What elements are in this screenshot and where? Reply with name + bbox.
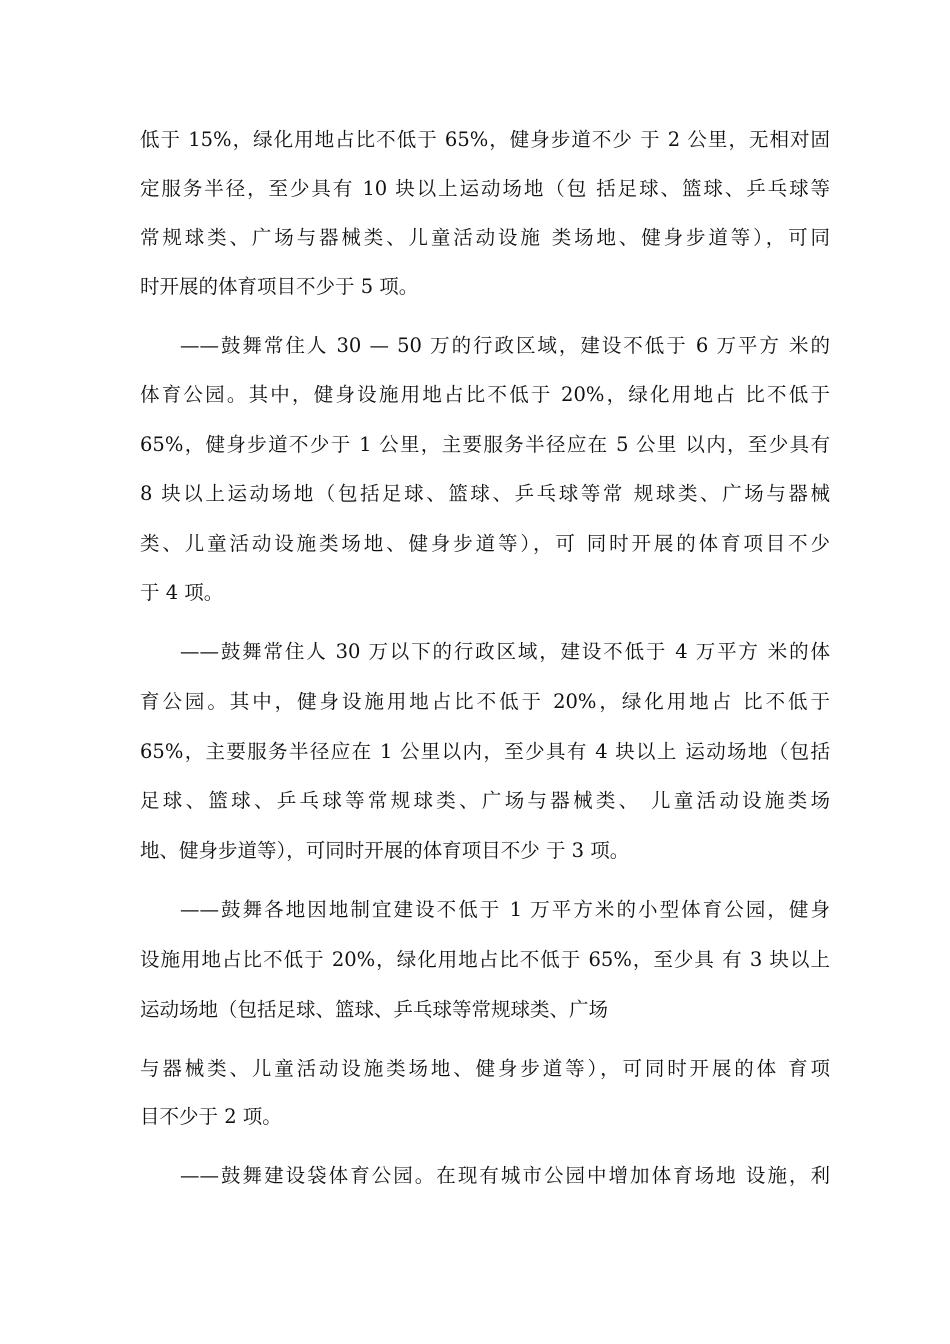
- text-line: 类、儿童活动设施类场地、健身步道等），可 同时开展的体育项目不少: [140, 532, 830, 555]
- text-line: 65%，主要服务半径应在 1 公里以内，至少具有 4 块以上 运动场地（包括: [140, 740, 830, 763]
- text-line: 定服务半径，至少具有 10 块以上运动场地（包 括足球、篮球、乒乓球等: [140, 177, 830, 200]
- text-line: 目不少于 2 项。: [140, 1105, 282, 1128]
- text-line: ——鼓舞常住人 30 — 50 万的行政区域，建设不低于 6 万平方 米的: [180, 334, 830, 357]
- text-line: 低于 15%，绿化用地占比不低于 65%，健身步道不少 于 2 公里，无相对固: [140, 128, 830, 151]
- text-line: 足球、篮球、乒乓球等常规球类、广场与器械类、 儿童活动设施类场: [140, 789, 830, 812]
- text-line: ——鼓舞建设袋体育公园。在现有城市公园中增加体育场地 设施，利: [180, 1164, 830, 1187]
- text-line: ——鼓舞常住人 30 万以下的行政区域，建设不低于 4 万平方 米的体: [180, 640, 830, 663]
- text-line: 8 块以上运动场地（包括足球、篮球、乒乓球等常 规球类、广场与器械: [140, 482, 830, 505]
- text-line: ——鼓舞各地因地制宜建设不低于 1 万平方米的小型体育公园，健身: [180, 898, 830, 921]
- text-line: 运动场地（包括足球、篮球、乒乓球等常规球类、广场: [140, 998, 609, 1021]
- text-line: 65%，健身步道不少于 1 公里，主要服务半径应在 5 公里 以内，至少具有: [140, 433, 830, 456]
- text-line: 于 4 项。: [140, 581, 224, 604]
- text-line: 与器械类、儿童活动设施类场地、健身步道等），可同时开展的体 育项: [140, 1057, 830, 1080]
- text-line: 体育公园。其中，健身设施用地占比不低于 20%，绿化用地占 比不低于: [140, 383, 830, 406]
- text-line: 育公园。其中，健身设施用地占比不低于 20%，绿化用地占 比不低于: [140, 690, 830, 713]
- text-line: 常规球类、广场与器械类、儿童活动设施 类场地、健身步道等），可同: [140, 226, 830, 249]
- text-line: 地、健身步道等），可同时开展的体育项目不少 于 3 项。: [140, 839, 630, 862]
- text-line: 时开展的体育项目不少于 5 项。: [140, 275, 419, 298]
- text-line: 设施用地占比不低于 20%，绿化用地占比不低于 65%，至少具 有 3 块以上: [140, 948, 830, 971]
